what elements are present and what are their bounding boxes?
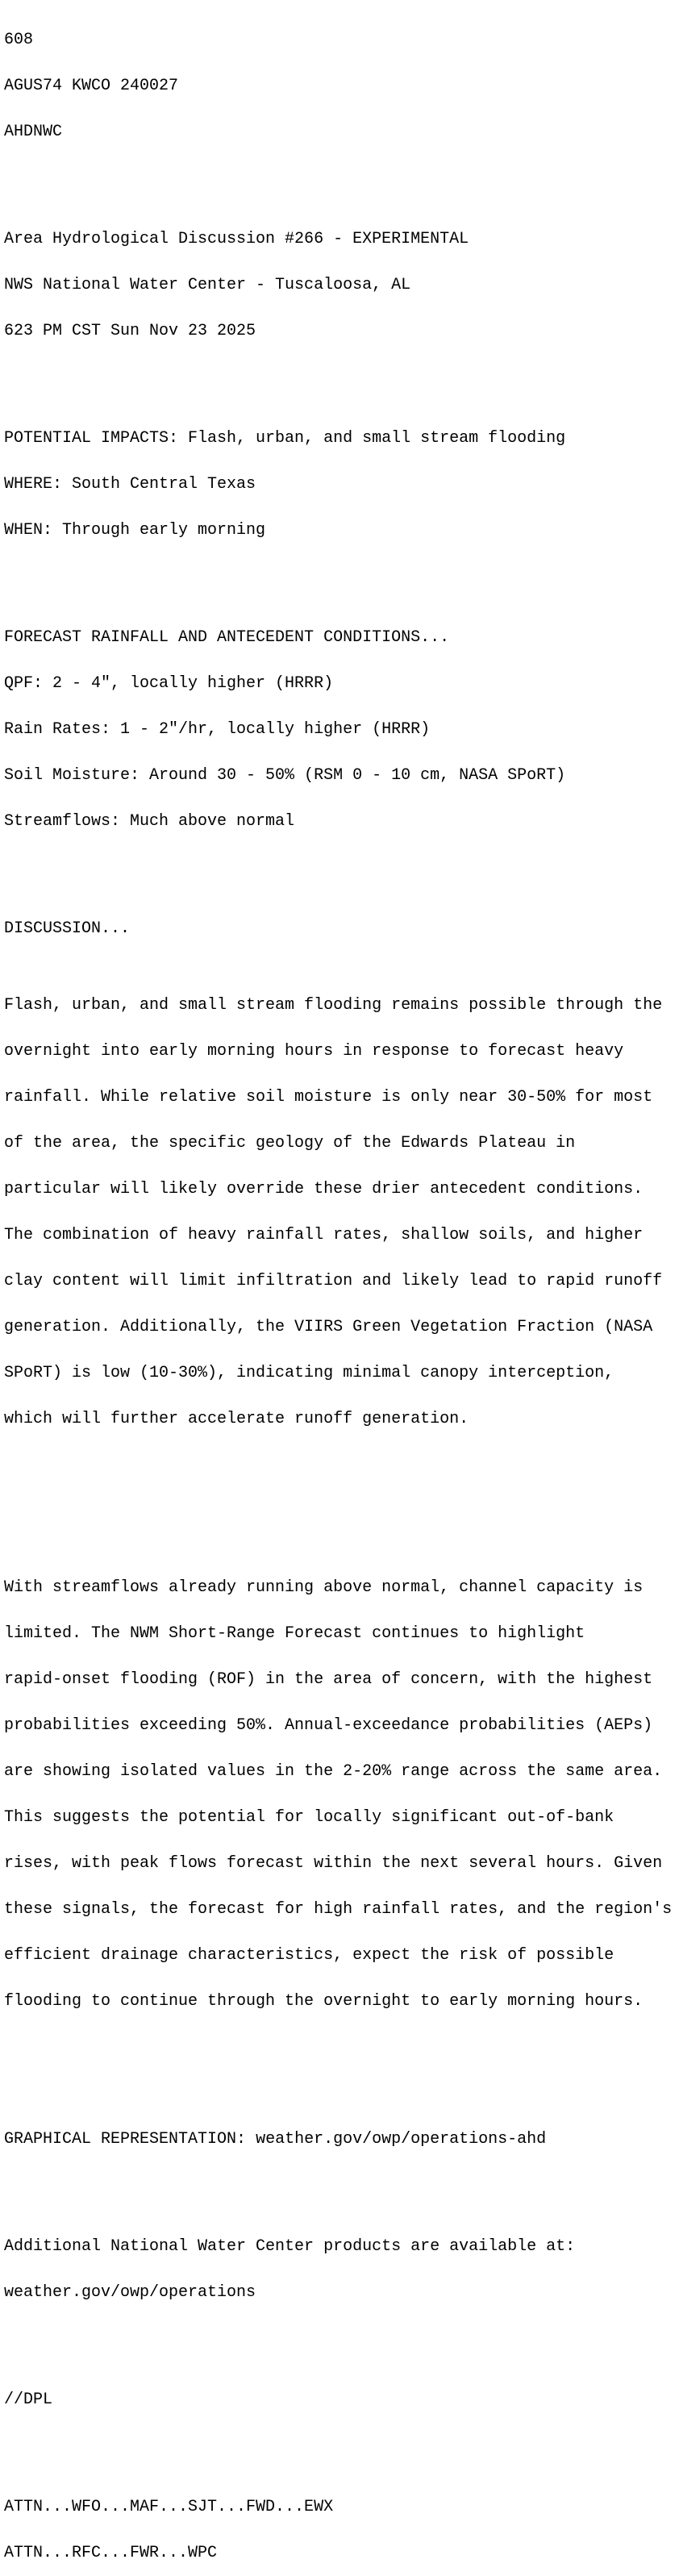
qpf-line: QPF: 2 - 4", locally higher (HRRR) xyxy=(4,674,334,693)
paragraph-line: limited. The NWM Short-Range Forecast continues to highlight xyxy=(4,1624,585,1643)
paragraph-line: which will further accelerate runoff generation. xyxy=(4,1410,469,1428)
graphical-representation xyxy=(4,2132,672,2147)
paragraph-line: efficient drainage characteristics, expect the risk of possible xyxy=(4,1946,615,1965)
paragraph-line: With streamflows already running above normal, channel capacity is xyxy=(4,1578,644,1597)
awips-id: AHDNWC xyxy=(4,123,63,141)
where-line: WHERE: South Central Texas xyxy=(4,475,256,494)
wmo-header: AGUS74 KWCO 240027 xyxy=(4,77,179,95)
spacer xyxy=(4,369,672,385)
spacer xyxy=(4,2438,672,2453)
paragraph-line: The combination of heavy rainfall rates, shallow soils, and higher xyxy=(4,1226,644,1244)
issue-time: 623 PM CST Sun Nov 23 2025 xyxy=(4,322,256,340)
when-line: WHEN: Through early morning xyxy=(4,521,266,540)
forecast-heading: FORECAST RAINFALL AND ANTECEDENT CONDITIONS... xyxy=(4,628,450,647)
paragraph-line: these signals, the forecast for high rainfall rates, and the region's xyxy=(4,1900,673,1919)
paragraph-line: rainfall. While relative soil moisture is only near 30-50% for most xyxy=(4,1088,653,1107)
paragraph-line: clay content will limit infiltration and likely lead to rapid runoff xyxy=(4,1272,663,1290)
discussion-paragraph-2 xyxy=(4,1549,672,2040)
paragraph-line: particular will likely override these drier antecedent conditions. xyxy=(4,1180,644,1198)
spacer xyxy=(4,2178,672,2193)
graphical-label: GRAPHICAL REPRESENTATION: xyxy=(4,2130,256,2149)
paragraph-line: rapid-onset flooding (ROF) in the area of concern, with the highest xyxy=(4,1670,653,1689)
soil-moisture-line: Soil Moisture: Around 30 - 50% (RSM 0 - 10 cm, NASA SPoRT) xyxy=(4,766,566,785)
spacer xyxy=(4,1488,672,1503)
paragraph-line: are showing isolated values in the 2-20% range across the same area. xyxy=(4,1762,663,1781)
paragraph-line: flooding to continue through the overnight to early morning hours. xyxy=(4,1992,644,2011)
paragraph-line: rises, with peak flows forecast within the next several hours. Given xyxy=(4,1854,663,1873)
paragraph-line: Flash, urban, and small stream flooding remains possible through the xyxy=(4,996,663,1015)
spacer xyxy=(4,860,672,875)
attn-rfc: ATTN...RFC...FWR...WPC xyxy=(4,2544,218,2562)
graphical-link[interactable]: weather.gov/owp/operations-ahd xyxy=(256,2130,547,2149)
paragraph-line: probabilities exceeding 50%. Annual-exceedance probabilities (AEPs) xyxy=(4,1716,653,1735)
discussion-heading: DISCUSSION... xyxy=(4,919,131,938)
additional-products-text: Additional National Water Center products are available at: xyxy=(4,2237,576,2256)
discussion-paragraph-1 xyxy=(4,967,672,1457)
paragraph-line: of the area, the specific geology of the Edwards Plateau in xyxy=(4,1134,576,1153)
streamflows-line: Streamflows: Much above normal xyxy=(4,812,295,831)
paragraph-line: SPoRT) is low (10-30%), indicating minimal canopy interception, xyxy=(4,1364,615,1382)
spacer xyxy=(4,569,672,584)
additional-products-link[interactable]: weather.gov/owp/operations xyxy=(4,2283,256,2302)
potential-impacts: POTENTIAL IMPACTS: Flash, urban, and small stream flooding xyxy=(4,429,566,448)
paragraph-line: overnight into early morning hours in response to forecast heavy xyxy=(4,1042,624,1061)
paragraph-line: This suggests the potential for locally significant out-of-bank xyxy=(4,1808,615,1827)
rain-rates-line: Rain Rates: 1 - 2"/hr, locally higher (HRRR) xyxy=(4,720,431,739)
spacer xyxy=(4,2331,672,2346)
product-title: Area Hydrological Discussion #266 - EXPERIMENTAL xyxy=(4,230,469,248)
paragraph-line: generation. Additionally, the VIIRS Green Vegetation Fraction (NASA xyxy=(4,1318,653,1336)
spacer xyxy=(4,170,672,185)
spacer xyxy=(4,2070,672,2086)
hydrological-discussion-document xyxy=(4,2,672,2576)
attn-wfo: ATTN...WFO...MAF...SJT...FWD...EWX xyxy=(4,2498,334,2516)
product-id-number: 608 xyxy=(4,31,34,49)
forecaster-signature: //DPL xyxy=(4,2391,53,2409)
issuing-office: NWS National Water Center - Tuscaloosa, AL xyxy=(4,276,411,294)
